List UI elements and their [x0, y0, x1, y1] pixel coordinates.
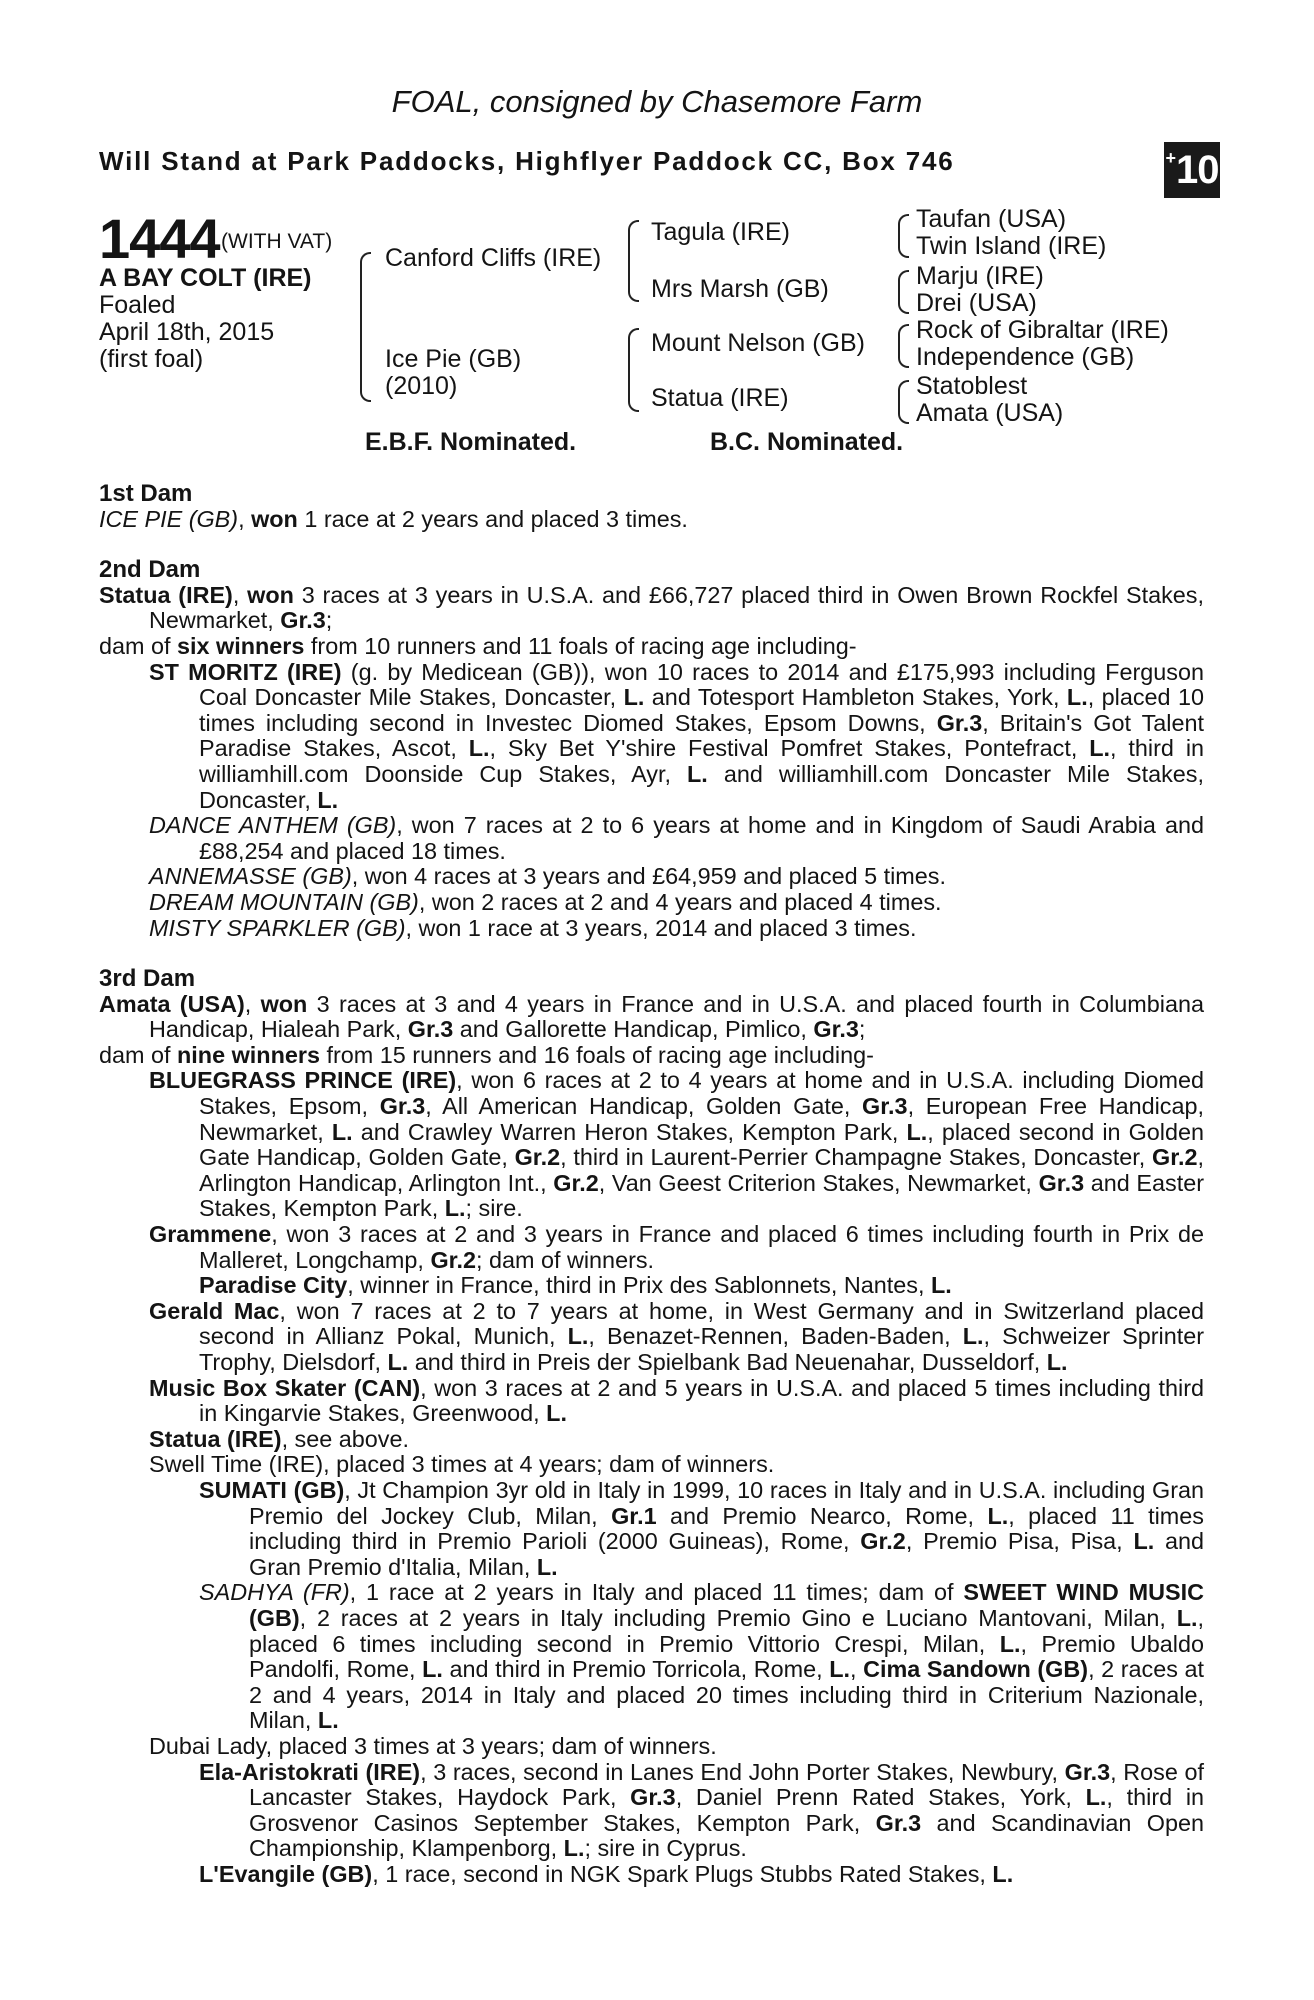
race-text: , placed 6 times including second in Premio Vittorio Crespi, Milan, [249, 1604, 1204, 1657]
grandsire-2: Mount Nelson (GB) [651, 329, 865, 357]
race-text: and third in Preis der Spielbank Bad Neuenahar, Dusseldorf, [414, 1349, 1041, 1375]
horse-name: SADHYA (FR) [199, 1579, 350, 1606]
race-text: , won 7 races at 2 to 7 years at home, in West Germany and in Switzerland placed second in Allianz Pokal, Munich, [199, 1297, 1204, 1350]
race-text: , Daniel Prenn Rated Stakes, York, [675, 1784, 1072, 1811]
listed-label: L. [992, 1860, 1014, 1887]
race-text: , 2 races at 2 and 4 years, 2014 in Italy and placed 20 times including third in Criterium Nazionale, Milan, [249, 1656, 1205, 1734]
race-text: and Crawley Warren Heron Stakes, Kempton Park, [360, 1118, 899, 1145]
race-text: , 1 race at 2 years in Italy and placed 11 times; dam of [349, 1579, 954, 1606]
produce-swell-time: Swell Time (IRE), placed 3 times at 4 years; dam of winners. [149, 1451, 775, 1478]
race-text: , 1 race, second in NGK Spark Plugs Stubbs Rated Stakes, [372, 1860, 986, 1887]
race-text: , All American Handicap, Golden Gate, [425, 1093, 851, 1120]
race-text: , won 3 races at 2 and 5 years in U.S.A. and placed 5 times including third in Kingarvie Stakes, Greenwood, [199, 1374, 1204, 1427]
produce-misty-sparkler [99, 916, 1204, 942]
horse-name: Gerald Mac [149, 1297, 280, 1324]
third-dam-heading: 3rd Dam [99, 965, 196, 993]
listed-label: L. [829, 1656, 850, 1683]
dam-of-label: dam of [99, 1041, 171, 1068]
race-text: , winner in France, third in Prix des Sablonnets, Nantes, [347, 1272, 925, 1299]
race-text: , 3 races, second in Lanes End John Porter Stakes, Newbury, [420, 1758, 1058, 1785]
listed-label: L. [546, 1400, 567, 1427]
listed-label: L. [1176, 1604, 1198, 1631]
first-dam-line: ICE PIE (GB), won 1 race at 2 years and placed 3 times. [99, 505, 688, 532]
race-text: , placed 11 times including third in Premio Parioli (2000 Guineas), Rome, [249, 1502, 1204, 1555]
second-dam-won: won [247, 581, 294, 608]
produce-bluegrass-prince [99, 1068, 1204, 1222]
race-text: , Premio Ubaldo Pandolfi, Rome, [249, 1630, 1205, 1683]
produce-dance-anthem [99, 813, 1204, 864]
grade-label: Gr.3 [379, 1093, 426, 1120]
granddam-2: Statua (IRE) [651, 384, 789, 412]
punct: ; [858, 1016, 866, 1043]
lot-description: A BAY COLT (IRE) [99, 264, 312, 292]
race-text: , Sky Bet Y'shire Festival Pomfret Stakes, Pontefract, [489, 735, 1078, 762]
listed-label: L. [317, 1707, 339, 1734]
pedigree-brace-main [360, 252, 371, 402]
race-text: ; sire. [465, 1195, 523, 1222]
race-text: , third in williamhill.com Doonside Cup Stakes, Ayr, [199, 735, 1205, 787]
horse-name: Music Box Skater (CAN) [149, 1374, 421, 1401]
race-text: 3 races at 3 and 4 years in France and in U.S.A. and placed fourth in Columbiana Handicap, Hialeah Park, [149, 990, 1204, 1043]
pedigree-brace-g3-2 [898, 270, 909, 314]
race-text: , Britain's Got Talent Paradise Stakes, Ascot, [199, 709, 1205, 762]
location-line: Will Stand at Park Paddocks, Highflyer Paddock CC, Box 746 [99, 146, 955, 176]
listed-label: L. [567, 1323, 589, 1350]
second-dam-line: Statua (IRE), won 3 races at 3 years in U.S.A. and £66,727 placed third in Owen Brown Rockfel Stakes, Newmarket, Gr.3; [99, 581, 1204, 634]
produce-st-moritz [99, 660, 1204, 814]
grade-label: Gr.3 [862, 1093, 908, 1120]
listed-label: L. [623, 684, 645, 711]
third-dam-produce [99, 1043, 1204, 1069]
first-dam-name: ICE PIE (GB) [99, 505, 239, 532]
produce-sumati [99, 1478, 1204, 1580]
horse-name: ANNEMASSE (GB) [149, 863, 352, 890]
race-text: and Gran Premio d'Italia, Milan, [249, 1528, 1205, 1580]
first-dam-won: won [251, 505, 298, 532]
runners-text: from 15 runners and 16 foals of racing age including- [326, 1041, 874, 1068]
listed-label: L. [331, 1118, 353, 1145]
race-text: , see above. [281, 1425, 410, 1452]
race-text: , Schweizer Sprinter Trophy, Dielsdorf, [199, 1323, 1205, 1375]
listed-label: L. [906, 1118, 928, 1145]
grade-label: Gr.3 [407, 1016, 454, 1043]
produce-dubai-lady: Dubai Lady, placed 3 times at 3 years; dam of winners. [149, 1732, 717, 1759]
winners-count: six winners [177, 632, 305, 659]
race-text: and williamhill.com Doncaster Mile Stakes, Doncaster, [199, 760, 1204, 813]
race-text: , Premio Pisa, Pisa, [905, 1528, 1123, 1555]
great-grandparent-7: Statoblest [916, 372, 1028, 400]
great-grandparent-3: Marju (IRE) [916, 262, 1044, 290]
lot-number: 1444 [99, 207, 220, 270]
listed-label: L. [317, 786, 339, 813]
grandsire-1: Tagula (IRE) [651, 218, 790, 246]
race-text: , third in Grosvenor Casinos September Stakes, Kempton Park, [249, 1784, 1205, 1836]
race-text: , won 6 races at 2 to 4 years at home and in U.S.A. including Diomed Stakes, Epsom, [199, 1067, 1204, 1120]
second-dam-name: Statua (IRE) [99, 581, 233, 608]
dam-year: (2010) [385, 372, 458, 400]
listed-label: L. [930, 1272, 952, 1299]
race-text: , third in Laurent-Perrier Champagne Stakes, Doncaster, [560, 1144, 1146, 1171]
great-grandparent-1: Taufan (USA) [916, 205, 1067, 233]
race-text: , Van Geest Criterion Stakes, Newmarket, [598, 1169, 1032, 1196]
sire-name: Canford Cliffs (IRE) [385, 244, 602, 272]
produce-levangile [99, 1862, 1204, 1888]
race-text: , Arlington Handicap, Arlington Int., [199, 1144, 1205, 1196]
race-text: ; sire in Cyprus. [584, 1835, 747, 1862]
first-dam-text: 1 race at 2 years and placed 3 times. [304, 505, 688, 532]
race-text: and Gallorette Handicap, Pimlico, [459, 1016, 807, 1043]
grade-label: Gr.3 [280, 607, 326, 634]
pedigree-brace-dam [628, 328, 639, 412]
horse-name: Statua (IRE) [149, 1425, 282, 1452]
grade-label: Gr.3 [1064, 1758, 1111, 1785]
horse-name: BLUEGRASS PRINCE (IRE) [149, 1067, 457, 1094]
great-grandparent-6: Independence (GB) [916, 343, 1135, 371]
grade-label: Gr.3 [1038, 1169, 1085, 1196]
listed-label: L. [987, 1502, 1009, 1529]
produce-sadhya: SADHYA (FR), 1 race at 2 years in Italy and placed 11 times; dam of SWEET WIND MUSIC (GB), 2 races at 2 years in Italy including Premio Gino e Luciano Mantovani, Milan, L., placed 6 times including second in Premio Vittorio Crespi, Milan, L., Premio Ubaldo Pandolfi, Rome, L. and third in Premio Torricola, Rome, L., Cima Sandown (GB), 2 races at 2 and 4 years, 2014 in Italy and placed 20 times including third in Criterium Nazionale, Milan, L. [199, 1579, 1205, 1734]
grade-label: Gr.2 [1152, 1144, 1198, 1171]
listed-label: L. [468, 735, 490, 762]
winners-count: nine winners [177, 1041, 320, 1068]
race-text: , won 2 races at 2 and 4 years and placed 4 times. [418, 888, 942, 915]
horse-name: MISTY SPARKLER (GB) [149, 914, 406, 941]
race-text: , placed second in Golden Gate Handicap, Golden Gate, [199, 1118, 1205, 1171]
foaled-date: April 18th, 2015 [99, 318, 275, 346]
race-text: and Easter Stakes, Kempton Park, [199, 1169, 1205, 1222]
horse-name: Grammene [149, 1221, 272, 1248]
horse-name: Cima Sandown (GB) [863, 1656, 1089, 1683]
foaled-label: Foaled [99, 291, 176, 319]
first-dam-heading: 1st Dam [99, 480, 193, 507]
race-text: and third in Premio Torricola, Rome, [449, 1656, 823, 1683]
grade-label: Gr.2 [430, 1246, 476, 1273]
ebf-nomination: E.B.F. Nominated. [365, 428, 577, 456]
horse-name: SWEET WIND MUSIC (GB) [249, 1579, 1205, 1631]
horse-name: Paradise City [199, 1272, 348, 1299]
listed-label: L. [962, 1323, 984, 1350]
grade-label: Gr.3 [630, 1784, 676, 1811]
produce-gerald-mac [99, 1299, 1204, 1376]
lot-badge [1164, 142, 1220, 198]
third-dam-name: Amata (USA) [99, 990, 245, 1017]
produce-ela-aristokrati [99, 1760, 1204, 1862]
race-text: and Scandinavian Open Championship, Klampenborg, [249, 1809, 1205, 1862]
dam-name: Ice Pie (GB) [385, 345, 522, 373]
pedigree-brace-sire [628, 220, 639, 302]
produce-grammene [99, 1222, 1204, 1273]
third-dam-won: won [260, 990, 308, 1017]
race-text: , Benazet-Rennen, Baden-Baden, [588, 1323, 951, 1350]
grade-label: Gr.2 [514, 1144, 561, 1171]
listed-label: L. [387, 1349, 409, 1375]
race-text: , placed 10 times including second in Investec Diomed Stakes, Epsom Downs, [199, 684, 1204, 736]
great-grandparent-2: Twin Island (IRE) [916, 232, 1107, 260]
horse-name: ST MORITZ (IRE) [149, 658, 342, 685]
badge-number: 10 [1176, 147, 1219, 192]
race-text: , won 1 race at 3 years, 2014 and placed 3 times. [405, 914, 917, 941]
race-text: ; dam of winners. [475, 1246, 655, 1273]
dam-of-label: dam of [99, 632, 171, 659]
second-dam-heading: 2nd Dam [99, 556, 201, 584]
listed-label: L. [1046, 1349, 1068, 1375]
consignment-line: FOAL, consigned by Chasemore Farm [391, 84, 923, 119]
produce-dream-mountain [99, 890, 1204, 916]
horse-name: DANCE ANTHEM (GB) [149, 812, 397, 839]
listed-label: L. [1089, 735, 1111, 762]
second-dam-produce [99, 634, 1204, 660]
listed-label: L. [536, 1553, 558, 1580]
race-text: and Totesport Hambleton Stakes, York, [651, 684, 1060, 711]
race-text: , won 7 races at 2 to 6 years at home and in Kingdom of Saudi Arabia and £88,254 and placed 18 times. [199, 812, 1204, 864]
runners-text: from 10 runners and 11 foals of racing age including- [310, 632, 857, 659]
race-text: (g. by Medicean (GB)), won 10 races to 2014 and £175,993 including Ferguson Coal Doncaster Mile Stakes, Doncaster, [199, 658, 1204, 711]
listed-label: L. [563, 1835, 585, 1862]
third-dam-line: Amata (USA), won 3 races at 3 and 4 years in France and in U.S.A. and placed fourth in Columbiana Handicap, Hialeah Park, Gr.3 and Gallorette Handicap, Pimlico, Gr.3; [99, 990, 1204, 1043]
horse-name: SUMATI (GB) [199, 1476, 345, 1503]
vat-label: (WITH VAT) [221, 230, 333, 253]
listed-label: L. [1133, 1528, 1155, 1555]
horse-name: DREAM MOUNTAIN (GB) [149, 888, 419, 915]
listed-label: L. [687, 760, 708, 787]
race-text: , Rose of Lancaster Stakes, Haydock Park, [249, 1758, 1204, 1811]
badge-plus: + [1165, 147, 1175, 168]
great-grandparent-8: Amata (USA) [916, 399, 1064, 427]
grade-label: Gr.1 [611, 1502, 657, 1529]
second-dam-text: 3 races at 3 years in U.S.A. and £66,727 placed third in Owen Brown Rockfel Stakes, Newmarket, [149, 581, 1204, 634]
listed-label: L. [1066, 684, 1088, 711]
grade-label: Gr.2 [553, 1169, 599, 1196]
race-text: , European Free Handicap, Newmarket, [199, 1093, 1205, 1145]
pedigree-brace-g3-3 [898, 324, 909, 368]
listed-label: L. [444, 1195, 466, 1222]
race-text: , 2 races at 2 years in Italy including Premio Gino e Luciano Mantovani, Milan, [299, 1604, 1166, 1631]
race-text: , won 3 races at 2 and 3 years in France and placed 6 times including fourth in Prix de Malleret, Longchamp, [199, 1221, 1204, 1273]
grade-label: Gr.3 [813, 1016, 859, 1043]
grade-label: Gr.3 [936, 709, 983, 736]
foal-note: (first foal) [99, 345, 204, 373]
produce-music-box-skater [99, 1376, 1204, 1427]
great-grandparent-5: Rock of Gibraltar (IRE) [916, 316, 1169, 344]
race-text: and Premio Nearco, Rome, [669, 1502, 975, 1529]
granddam-1: Mrs Marsh (GB) [651, 275, 829, 303]
listed-label: L. [1085, 1784, 1107, 1811]
bc-nomination: B.C. Nominated. [710, 428, 904, 456]
punct: ; [325, 607, 333, 634]
horse-name: Ela-Aristokrati (IRE) [199, 1758, 421, 1785]
race-text: , Jt Champion 3yr old in Italy in 1999, 10 races in Italy and in U.S.A. including Gran Premio del Jockey Club, Milan, [249, 1476, 1204, 1529]
listed-label: L. [422, 1656, 443, 1683]
listed-label: L. [999, 1630, 1021, 1657]
race-text: , won 4 races at 3 years and £64,959 and placed 5 times. [351, 863, 946, 890]
produce-annemasse [99, 864, 1204, 890]
grade-label: Gr.3 [875, 1809, 922, 1836]
family-section [99, 481, 1204, 1887]
pedigree-brace-g3-4 [898, 380, 909, 424]
horse-name: L'Evangile (GB) [199, 1860, 373, 1887]
pedigree-brace-g3-1 [898, 214, 909, 258]
produce-statua [99, 1427, 1204, 1453]
great-grandparent-4: Drei (USA) [916, 289, 1037, 317]
grade-label: Gr.2 [860, 1528, 906, 1555]
produce-paradise-city [99, 1273, 1204, 1299]
